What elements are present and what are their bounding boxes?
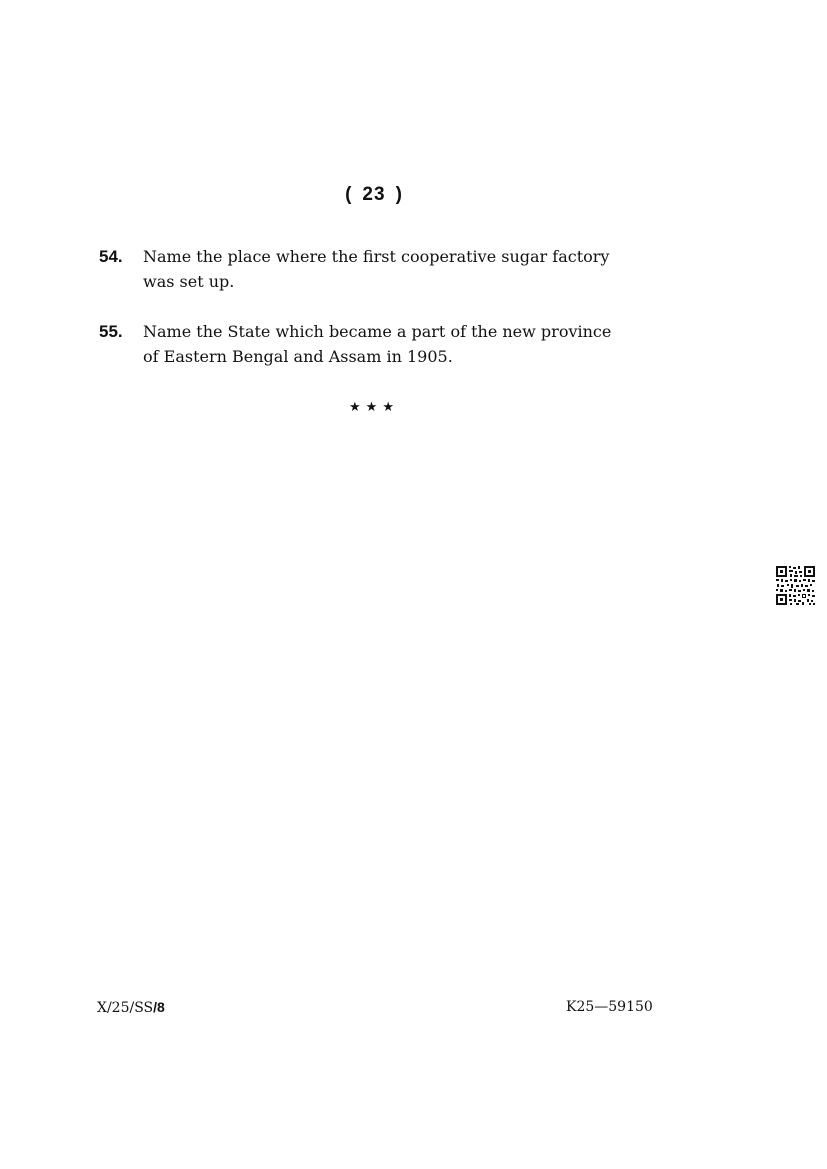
question-number: 54. — [99, 247, 123, 266]
paper-code-prefix: X/25/SS — [97, 1000, 154, 1016]
question-text: Name the State which became a part of the new province of Eastern Bengal and Assam in 1905. — [143, 322, 612, 366]
end-of-paper-marker: ★★★ — [349, 400, 399, 415]
question-text: Name the place where the first cooperative sugar factory was set up. — [143, 247, 610, 291]
qr-code-icon — [776, 566, 815, 605]
page-number — [0, 184, 748, 206]
page-number-close-paren: ) — [395, 184, 403, 205]
page-number-open-paren: ( — [345, 184, 353, 205]
page-number-value: 23 — [362, 184, 386, 205]
question-number: 55. — [99, 322, 123, 341]
question-54 — [99, 245, 639, 294]
paper-code-suffix: /8 — [153, 999, 165, 1015]
serial-number: K25—59150 — [566, 999, 653, 1015]
paper-code — [97, 999, 165, 1016]
question-55 — [99, 320, 639, 369]
